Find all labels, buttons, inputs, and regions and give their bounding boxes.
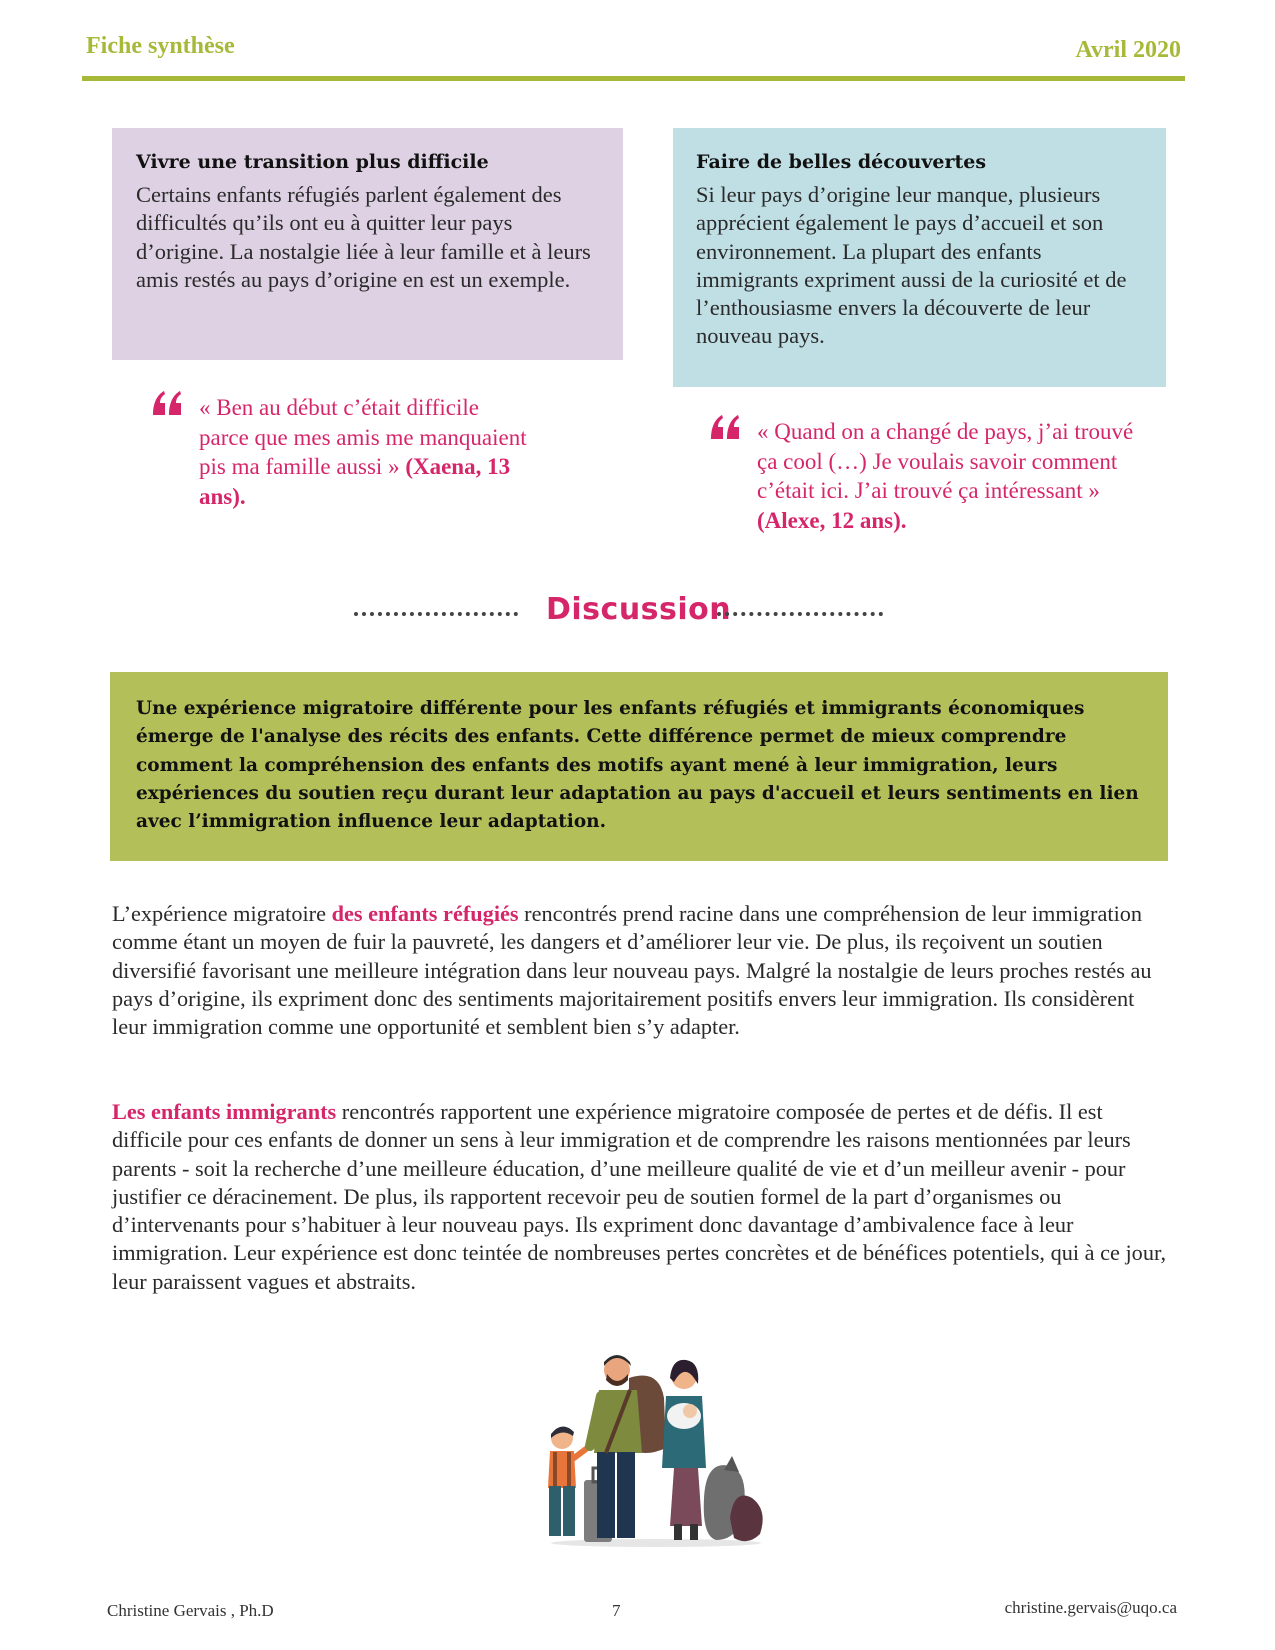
quote-xaena-text: « Ben au début c’était difficile parce que mes amis me manquaient pis ma famille aussi » xyxy=(199,395,527,479)
quote-mark-icon xyxy=(709,413,741,441)
quote-xaena xyxy=(199,393,529,511)
quote-mark-icon xyxy=(151,389,183,417)
box-discoveries xyxy=(673,128,1166,387)
paragraph-text: rencontrés rapportent une expérience migratoire composée de pertes et de défis. Il est difficile pour ces enfants de donner un sens à leur immigration et de comprendre les raisons mentionnées par leurs parents - soit la recherche d’une meilleure éducation, d’une meilleure qualité de vie et d’un meilleur avenir - pour justifier ce déracinement. De plus, ils rapportent recevoir peu de soutien formel de la part d’organismes ou d’intervenants pour s’habituer à leur nouveau pays. Ils expriment donc davantage d’ambivalence face à leur immigration. Leur expérience est donc teintée de nombreuses pertes concrètes et de bénéfices potentiels, qui à ce jour, leur paraissent vagues et abstraits. xyxy=(112,1099,1167,1294)
discussion-summary-box xyxy=(110,672,1168,861)
dotted-divider-right xyxy=(717,612,883,616)
paragraph-immigrants xyxy=(112,1098,1172,1296)
quote-alexe xyxy=(757,417,1137,535)
header-date: Avril 2020 xyxy=(1075,37,1181,63)
quote-xaena-attribution: (Xaena, 13 ans). xyxy=(199,454,511,509)
discussion-summary: Une expérience migratoire différente pour les enfants réfugiés et immigrants économiques émerge de l'analyse des récits des enfants. Cette différence permet de mieux comprendre comment la compréhension des enfants des motifs ayant mené à leur immigration, leurs expériences du soutien reçu durant leur adaptation au pays d'accueil et leurs sentiments en lien avec l’immigration influence leur adaptation. xyxy=(136,698,1139,833)
quote-alexe-text: « Quand on a changé de pays, j’ai trouvé ça cool (…) Je voulais savoir comment c’était ici. J’ai trouvé ça intéressant » xyxy=(757,419,1134,503)
footer-page-number: 7 xyxy=(612,1601,621,1620)
family-illustration xyxy=(534,1348,779,1548)
discussion-title: Discussion xyxy=(546,592,732,627)
paragraph-text: L’expérience migratoire xyxy=(112,901,332,926)
header-title: Fiche synthèse xyxy=(86,33,235,59)
footer-email: christine.gervais@uqo.ca xyxy=(1004,1598,1177,1617)
dotted-divider-left xyxy=(354,612,518,616)
discussion-heading xyxy=(0,592,1275,632)
box-discoveries-text: Si leur pays d’origine leur manque, plusieurs apprécient également le pays d’accueil et son environnement. La plupart des enfants immigrants expriment aussi de la curiosité et de l’enthousiasme envers la découverte de leur nouveau pays. xyxy=(696,182,1127,349)
box-transition xyxy=(112,128,623,360)
box-discoveries-title: Faire de belles découvertes xyxy=(696,151,987,173)
footer-author: Christine Gervais , Ph.D xyxy=(107,1601,274,1620)
paragraph-highlight: des enfants réfugiés xyxy=(331,901,519,926)
box-transition-text: Certains enfants réfugiés parlent également des difficultés qu’ils ont eu à quitter leur pays d’origine. La nostalgie liée à leur famille et à leurs amis restés au pays d’origine en est un exemple. xyxy=(136,182,591,292)
quote-alexe-attribution: (Alexe, 12 ans). xyxy=(757,507,907,533)
box-transition-title: Vivre une transition plus difficile xyxy=(136,151,489,173)
paragraph-text: rencontrés prend racine dans une compréhension de leur immigration comme étant un moyen de fuir la pauvreté, les dangers et d’améliorer leur vie. De plus, ils reçoivent un soutien diversifié favorisant une meilleure intégration dans leur nouveau pays. Malgré la nostalgie de leurs proches restés au pays d’origine, ils expriment donc des sentiments majoritairement positifs envers leur immigration. Ils considèrent leur immigration comme une opportunité et semblent bien s’y adapter. xyxy=(112,901,1152,1040)
paragraph-highlight: Les enfants immigrants xyxy=(112,1099,337,1124)
header-divider xyxy=(82,76,1185,81)
paragraph-refugees xyxy=(112,900,1172,1041)
